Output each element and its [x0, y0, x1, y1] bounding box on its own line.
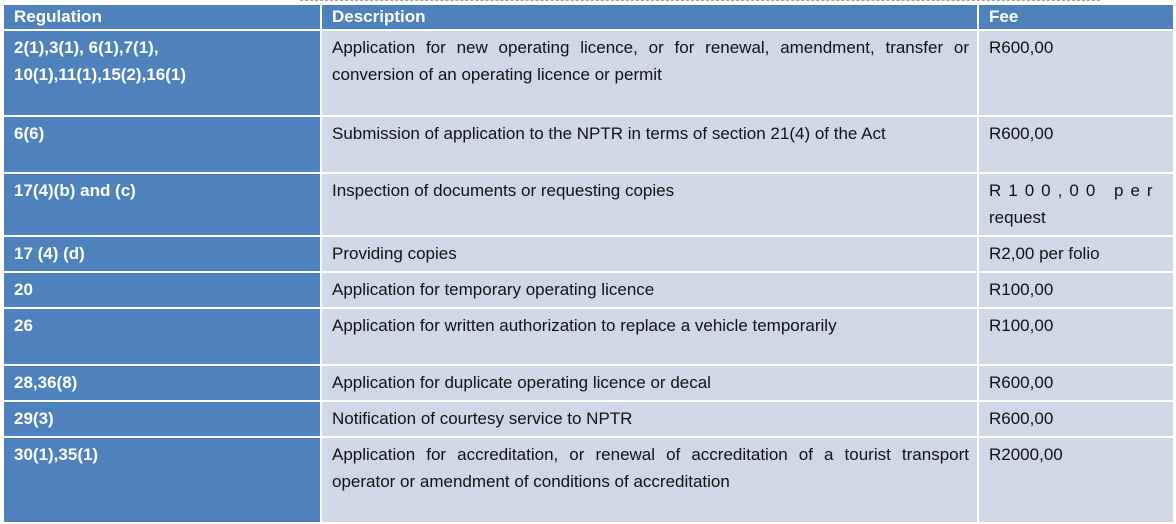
- regulation-cell: 20: [4, 273, 320, 307]
- regulation-cell: [4, 31, 320, 115]
- description-cell: Application for duplicate operating licence or decal: [322, 366, 977, 400]
- fee-cell: R600,00: [979, 402, 1173, 436]
- description-cell: Inspection of documents or requesting copies: [322, 174, 977, 235]
- fee-cell: R2000,00: [979, 438, 1173, 522]
- header-row: [4, 5, 1173, 29]
- table-row: [4, 438, 1173, 522]
- top-dashed-rule: [300, 0, 1100, 1]
- header-fee: Fee: [979, 5, 1173, 29]
- description-cell: Application for new operating licence, or for renewal, amendment, transfer or conversion of an operating licence or permit: [322, 31, 977, 115]
- fee-cell: [979, 174, 1173, 235]
- regulation-cell: 17(4)(b) and (c): [4, 174, 320, 235]
- regulation-cell: 6(6): [4, 117, 320, 172]
- regulation-cell: 29(3): [4, 402, 320, 436]
- fee-cell: R100,00: [979, 309, 1173, 364]
- fees-table: [2, 3, 1175, 524]
- regulation-cell: 26: [4, 309, 320, 364]
- regulation-cell: 30(1),35(1): [4, 438, 320, 522]
- table-row: [4, 402, 1173, 436]
- regulation-line-2: 10(1),11(1),15(2),16(1): [14, 65, 186, 84]
- fee-line-2: request: [989, 208, 1046, 227]
- description-cell: Providing copies: [322, 237, 977, 271]
- fee-cell: R600,00: [979, 31, 1173, 115]
- table-row: [4, 117, 1173, 172]
- description-cell: Application for written authorization to replace a vehicle temporarily: [322, 309, 977, 364]
- header-description: Description: [322, 5, 977, 29]
- table-row: [4, 309, 1173, 364]
- table-row: [4, 174, 1173, 235]
- fee-cell: R2,00 per folio: [979, 237, 1173, 271]
- description-cell: Application for accreditation, or renewal of accreditation of a tourist transport operator or amendment of conditions of accreditation: [322, 438, 977, 522]
- regulation-cell: 17 (4) (d): [4, 237, 320, 271]
- description-cell: Submission of application to the NPTR in terms of section 21(4) of the Act: [322, 117, 977, 172]
- table-row: [4, 237, 1173, 271]
- table-row: [4, 273, 1173, 307]
- table-row: [4, 366, 1173, 400]
- description-cell: Notification of courtesy service to NPTR: [322, 402, 977, 436]
- header-regulation: Regulation: [4, 5, 320, 29]
- regulation-cell: 28,36(8): [4, 366, 320, 400]
- description-cell: Application for temporary operating licence: [322, 273, 977, 307]
- fee-cell: R100,00: [979, 273, 1173, 307]
- regulation-line-1: 2(1),3(1), 6(1),7(1),: [14, 38, 159, 57]
- fee-line-1: R100,00 per: [989, 181, 1160, 200]
- fee-cell: R600,00: [979, 117, 1173, 172]
- fee-cell: R600,00: [979, 366, 1173, 400]
- table-row: [4, 31, 1173, 115]
